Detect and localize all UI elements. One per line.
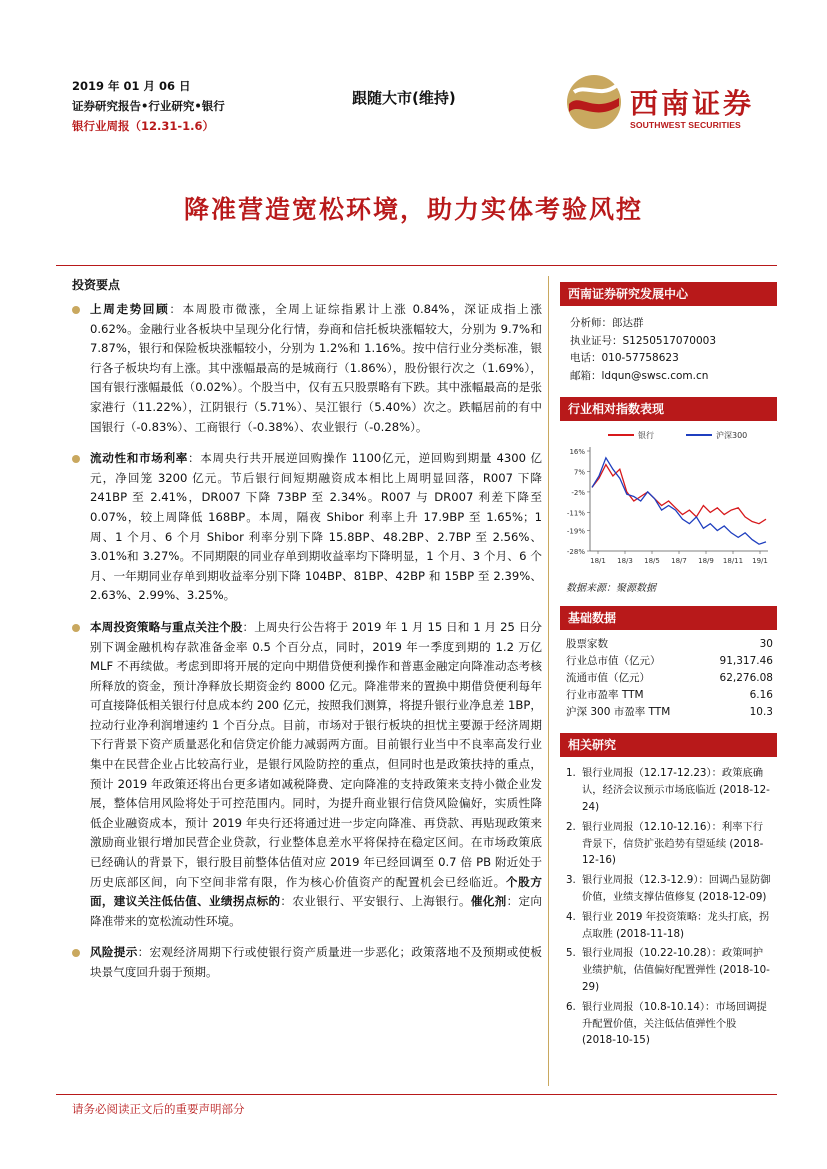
bullet-label: 个股方面，建议关注低估值、业绩拐点标的 xyxy=(90,874,542,909)
x-tick-label: 18/3 xyxy=(617,557,633,566)
fundamentals-value: 91,317.46 xyxy=(719,655,773,668)
y-tick-label: 16% xyxy=(569,448,585,457)
column-divider xyxy=(548,276,549,1086)
related-research-list xyxy=(560,757,777,1049)
relative-index-chart xyxy=(560,421,777,573)
fundamentals-value: 62,276.08 xyxy=(719,672,773,685)
summary-bullet-weekly-review xyxy=(72,300,542,437)
y-tick-label: -2% xyxy=(571,489,585,498)
bullet-dot-icon xyxy=(72,624,80,632)
top-divider xyxy=(56,265,777,266)
chart-title: 行业相对指数表现 xyxy=(560,397,777,421)
related-research-item[interactable] xyxy=(564,945,773,995)
fundamentals-row xyxy=(566,653,773,670)
bottom-divider xyxy=(56,1094,777,1095)
x-tick-label: 19/1 xyxy=(752,557,768,566)
related-research-number: 6. xyxy=(566,1000,576,1013)
related-research-number: 4. xyxy=(566,910,576,923)
related-research-number: 5. xyxy=(566,947,576,960)
report-date: 2019 年 01 月 06 日 xyxy=(72,79,191,93)
fundamentals-row xyxy=(566,670,773,687)
x-tick-label: 18/11 xyxy=(722,557,744,566)
legend-label: 沪深300 xyxy=(716,431,748,441)
bullet-label: 催化剂 xyxy=(470,894,507,909)
fundamentals-label: 行业市盈率 TTM xyxy=(566,689,644,702)
investment-summary xyxy=(72,276,542,995)
fundamentals-label: 沪深 300 市盈率 TTM xyxy=(566,706,671,719)
y-tick-label: -28% xyxy=(566,548,585,557)
bullet-dot-icon xyxy=(72,306,80,314)
sidebar xyxy=(560,282,777,1052)
related-research-text: 银行业周报（12.17-12.23）：政策底确认，经济会议预示市场底临近 (2018-12-24) xyxy=(582,767,770,813)
analyst-license: 执业证号：S1250517070003 xyxy=(570,334,717,347)
related-research-item[interactable] xyxy=(564,765,773,815)
bullet-text: ：上周央行公告将于 2019 年 1 月 15 日和 1 月 25 日分别下调金融机构存款准备金率 0.5 个百分点，同时，2019 年一季度到期的 1.2 万亿 MLF 不再续做。考虑到即将开展的定向中期借贷便利操作和普惠金融定向降准动态考核所释放的资金，预计净释放长期资金约 8000 亿元。降准带来的置换中期借贷便利每年可直接降低相关银行付息成本约 200 亿元，按照我们测算，将提升银行业净息差 1BP，拉动行业净利润增速约 1 个百分点。目前，市场对于银行板块的担忧主要源于经济周期下行背景下资产质量恶化和信贷定价能力减弱两方面。目前银行业当中不良率高发行业集中在民营企业占比较高行业，是银行风险防控的重点，但同时也是政策扶持的重点，预计 2019 年政策还将出台更多诸如减税降费、定向降准的支持政策来支持小微企业发展，整体信用风险将处于可控范围内。同时，为提升商业银行信贷风险偏好，实质性降低企业融资成本，预计 2019 年央行还将通过进一步定向降准、再贷款、再贴现政策来激励商业银行增加民营企业贷款，行业整体息差水平将保持在稳定区间。在市场政策底已经确认的背景下，银行股目前整体估值对应 2019 年已经回调至 0.7 倍 PB 附近处于历史底部区间，向下空间非常有限，作为核心价值资产的配置机会已经临近。 xyxy=(90,619,542,889)
fundamentals-row xyxy=(566,636,773,653)
related-research-number: 1. xyxy=(566,767,576,780)
related-research-text: 银行业周报（10.22-10.28）：政策呵护业绩护航，估值偏好配置弹性 (2018-10-29) xyxy=(582,947,770,993)
x-tick-label: 18/9 xyxy=(698,557,714,566)
analyst-email[interactable]: 邮箱：ldqun@swsc.com.cn xyxy=(570,369,709,382)
related-research-section xyxy=(560,733,777,1049)
analyst-phone: 电话：010-57758623 xyxy=(570,352,679,365)
summary-bullet-risk xyxy=(72,943,542,982)
summary-bullet-liquidity xyxy=(72,449,542,606)
fundamentals-label: 流通市值（亿元） xyxy=(566,672,650,685)
analyst-info xyxy=(560,306,777,385)
fundamentals-label: 股票家数 xyxy=(566,638,608,651)
bullet-dot-icon xyxy=(72,949,80,957)
y-tick-label: -19% xyxy=(566,527,585,536)
footer-disclaimer: 请务必阅读正文后的重要声明部分 xyxy=(72,1102,245,1116)
report-weekly-label: 银行业周报（12.31-1.6） xyxy=(72,119,215,133)
summary-bullet-strategy xyxy=(72,618,542,932)
x-tick-label: 18/5 xyxy=(644,557,660,566)
logo-chinese-name: 西南证券 xyxy=(630,87,755,120)
fundamentals-table xyxy=(560,630,777,721)
bullet-label: 本周投资策略与重点关注个股 xyxy=(90,619,243,634)
logo-emblem-icon xyxy=(566,74,622,130)
fundamentals-row xyxy=(566,687,773,704)
report-header xyxy=(72,76,225,136)
x-tick-label: 18/7 xyxy=(671,557,687,566)
fundamentals-title: 基础数据 xyxy=(560,606,777,630)
fundamentals-value: 30 xyxy=(759,638,773,651)
company-logo xyxy=(566,74,776,136)
related-research-text: 银行业周报（12.10-12.16）：利率下行背景下，信贷扩张趋势有望延续 (2018-12-16) xyxy=(582,820,764,867)
analyst-name: 分析师：郎达群 xyxy=(570,317,644,329)
related-research-item[interactable] xyxy=(564,909,773,943)
legend-label: 银行 xyxy=(638,431,654,441)
related-research-item[interactable] xyxy=(564,872,773,906)
bullet-label: 上周走势回顾 xyxy=(90,302,170,316)
bullet-text: ：农业银行、平安银行、上海银行。 xyxy=(280,894,471,909)
page-title: 降准营造宽松环境，助力实体考验风控 xyxy=(183,195,643,224)
related-research-text: 银行业 2019 年投资策略：龙头打底，拐点取胜 (2018-11-18) xyxy=(582,910,770,940)
bullet-text: ：本周股市微涨，全周上证综指累计上涨 0.84%，深证成指上涨 0.62%。金融行业各板块中呈现分化行情，券商和信托板块涨幅较大，分别为 9.7%和 7.87%，银行和保险板块涨幅较小，分别为 1.2%和 1.16%。按中信行业分类标准，银行各子板块均有上涨。其中涨幅最高的是城商行（1.86%），股份银行次之（1.69%），国有银行涨幅最低（0.02%）。个股当中，仅有五只股票略有下跌。其中涨幅最高的是张家港行（11.22%），江阴银行（5.71%）、吴江银行（5.40%）次之。跌幅居前的有中国银行（-0.83%）、工商银行（-0.38%）、农业银行（-0.28%）。 xyxy=(90,302,542,434)
bullet-text: ：宏观经济周期下行或使银行资产质量进一步恶化；政策落地不及预期或使板块景气度回升弱于预期。 xyxy=(90,945,542,979)
bullet-dot-icon xyxy=(72,455,80,463)
chart-source: 数据来源：聚源数据 xyxy=(566,583,656,595)
related-research-text: 银行业周报（10.8-10.14）：市场回调提升配置价值，关注低估值弹性个股 (2018-10-15) xyxy=(582,1000,767,1047)
fundamentals-value: 10.3 xyxy=(749,706,773,719)
bullet-text: ：本周央行共开展逆回购操作 1100亿元，逆回购到期量 4300 亿元，净回笼 3200 亿元。节后银行间短期融资成本相比上周明显回落，R007 下降 241BP 至 2.41%，DR007 下降 73BP 至 2.34%。R007 与 DR007 利差下降至 0.07%，较上周降低 168BP。本周，隔夜 Shibor 利率上升 17.9BP 至 1.65%；1 周、1 个月、6 个月 Shibor 利率分别下降 15.8BP、48.2BP、2.7BP 至 2.56%、3.01%和 3.27%。不同期限的同业存单到期收益率均下降明显，1 个月、3 个月、6 个月、一年期同业存单到期收益率分别下降 104BP、81BP、42BP 和 15BP 至 2.39%、2.63%、2.99%、3.25%。 xyxy=(90,451,542,603)
fundamentals-section xyxy=(560,606,777,721)
related-research-text: 银行业周报（12.3-12.9）：回调凸显防御价值，业绩支撑估值修复 (2018-12-09) xyxy=(582,874,771,903)
related-research-title: 相关研究 xyxy=(560,733,777,757)
report-type: 证券研究报告•行业研究•银行 xyxy=(72,99,225,113)
bullet-label: 流动性和市场利率 xyxy=(90,451,189,466)
related-research-number: 3. xyxy=(566,874,576,887)
rating-label: 跟随大市(维持) xyxy=(352,89,456,107)
related-research-item[interactable] xyxy=(564,999,773,1049)
research-center-title: 西南证券研究发展中心 xyxy=(560,282,777,306)
y-tick-label: -11% xyxy=(566,509,585,518)
relative-index-chart-section xyxy=(560,397,777,594)
y-tick-label: 7% xyxy=(573,468,585,477)
related-research-number: 2. xyxy=(566,820,576,833)
fundamentals-label: 行业总市值（亿元） xyxy=(566,655,661,668)
bullet-text: ：定向降准带来的宽松流动性环境。 xyxy=(90,894,542,928)
x-tick-label: 18/1 xyxy=(590,557,606,566)
fundamentals-row xyxy=(566,704,773,721)
bullet-label: 风险提示 xyxy=(90,945,138,960)
fundamentals-value: 6.16 xyxy=(749,689,773,702)
related-research-item[interactable] xyxy=(564,819,773,869)
summary-heading: 投资要点 xyxy=(72,278,121,292)
logo-english-name: SOUTHWEST SECURITIES xyxy=(630,120,741,130)
